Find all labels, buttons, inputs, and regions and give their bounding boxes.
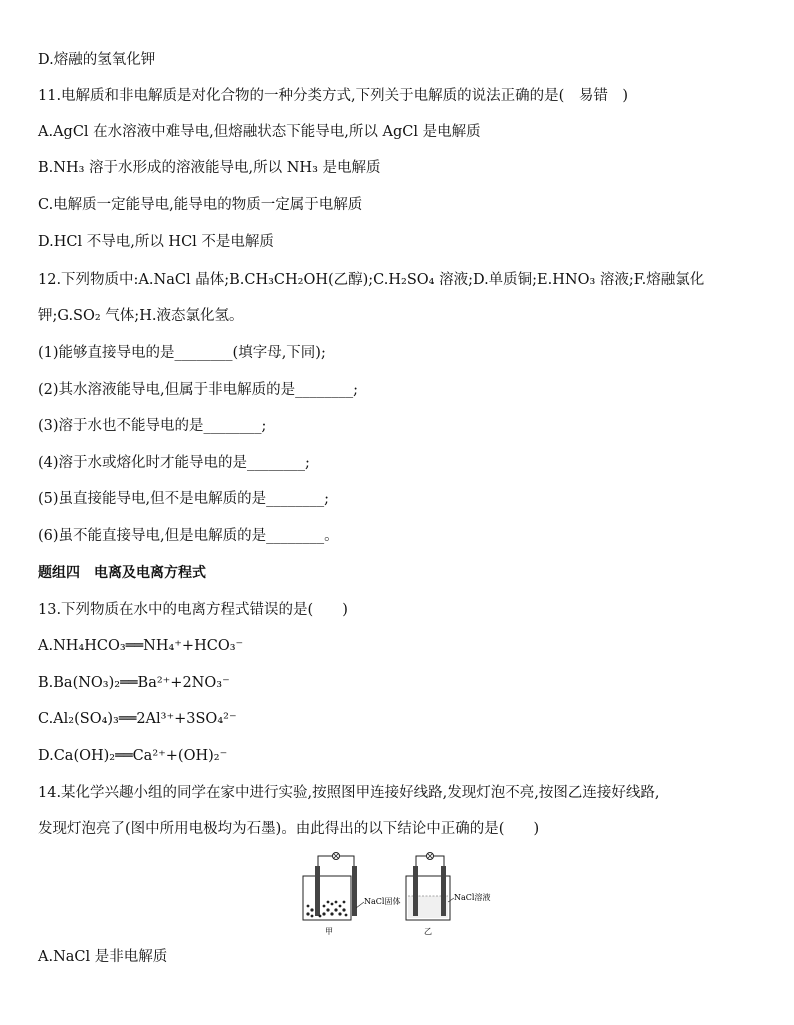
option-d-q10: D.熔融的氢氧化钾 (38, 52, 156, 68)
option-a-q11: A.AgCl 在水溶液中难导电,但熔融状态下能导电,所以 AgCl 是电解质 (38, 124, 481, 140)
q12-part-4: (4)溶于水或熔化时才能导电的是________; (38, 455, 310, 471)
option-c-q13: C.Al₂(SO₄)₃══2Al³⁺+3SO₄²⁻ (38, 711, 237, 727)
question-12: 12.下列物质中:A.NaCl 晶体;B.CH₃CH₂OH(乙醇);C.H₂SO₄ 溶液;D.单质铜;E.HNO₃ 溶液;F.熔融氯化 (38, 272, 705, 288)
option-a-q14: A.NaCl 是非电解质 (38, 949, 168, 965)
option-d-q13: D.Ca(OH)₂══Ca²⁺+(OH)₂⁻ (38, 748, 228, 764)
apparatus-yi (406, 853, 490, 937)
option-b-q13: B.Ba(NO₃)₂══Ba²⁺+2NO₃⁻ (38, 675, 230, 691)
electrode-icon (315, 866, 320, 916)
circuit-figure (298, 848, 518, 938)
option-a-q13: A.NH₄HCO₃══NH₄⁺+HCO₃⁻ (38, 638, 244, 654)
electrode-icon (413, 866, 418, 916)
question-14: 14.某化学兴趣小组的同学在家中进行实验,按照图甲连接好线路,发现灯泡不亮,按图乙连接好线路, (38, 785, 660, 801)
section-heading: 题组四 电离及电离方程式 (38, 565, 206, 581)
caption-jia: 甲 (325, 927, 333, 936)
electrode-icon (441, 866, 446, 916)
q12-part-2: (2)其水溶液能导电,但属于非电解质的是________; (38, 382, 359, 398)
question-13: 13.下列物质在水中的电离方程式错误的是( ) (38, 602, 348, 618)
electrode-icon (352, 866, 357, 916)
question-12-cont: 钾;G.SO₂ 气体;H.液态氯化氢。 (38, 308, 244, 324)
apparatus-jia (303, 853, 400, 937)
option-b-q11: B.NH₃ 溶于水形成的溶液能导电,所以 NH₃ 是电解质 (38, 160, 381, 176)
caption-yi: 乙 (424, 927, 432, 936)
label-solution: NaCl溶液 (454, 893, 491, 902)
q12-part-3: (3)溶于水也不能导电的是________; (38, 418, 267, 434)
q12-part-5: (5)虽直接能导电,但不是电解质的是________; (38, 491, 330, 507)
question-11: 11.电解质和非电解质是对化合物的一种分类方式,下列关于电解质的说法正确的是( 易错 ) (38, 88, 628, 104)
option-c-q11: C.电解质一定能导电,能导电的物质一定属于电解质 (38, 197, 363, 213)
option-d-q11: D.HCl 不导电,所以 HCl 不是电解质 (38, 234, 274, 250)
solid-particles (306, 901, 347, 918)
beaker-icon (303, 876, 351, 920)
label-solid: NaCl固体 (364, 897, 401, 906)
q12-part-6: (6)虽不能直接导电,但是电解质的是________。 (38, 528, 339, 544)
question-14-cont: 发现灯泡亮了(图中所用电极均为石墨)。由此得出的以下结论中正确的是( ) (38, 821, 540, 837)
q12-part-1: (1)能够直接导电的是________(填字母,下同); (38, 345, 326, 361)
